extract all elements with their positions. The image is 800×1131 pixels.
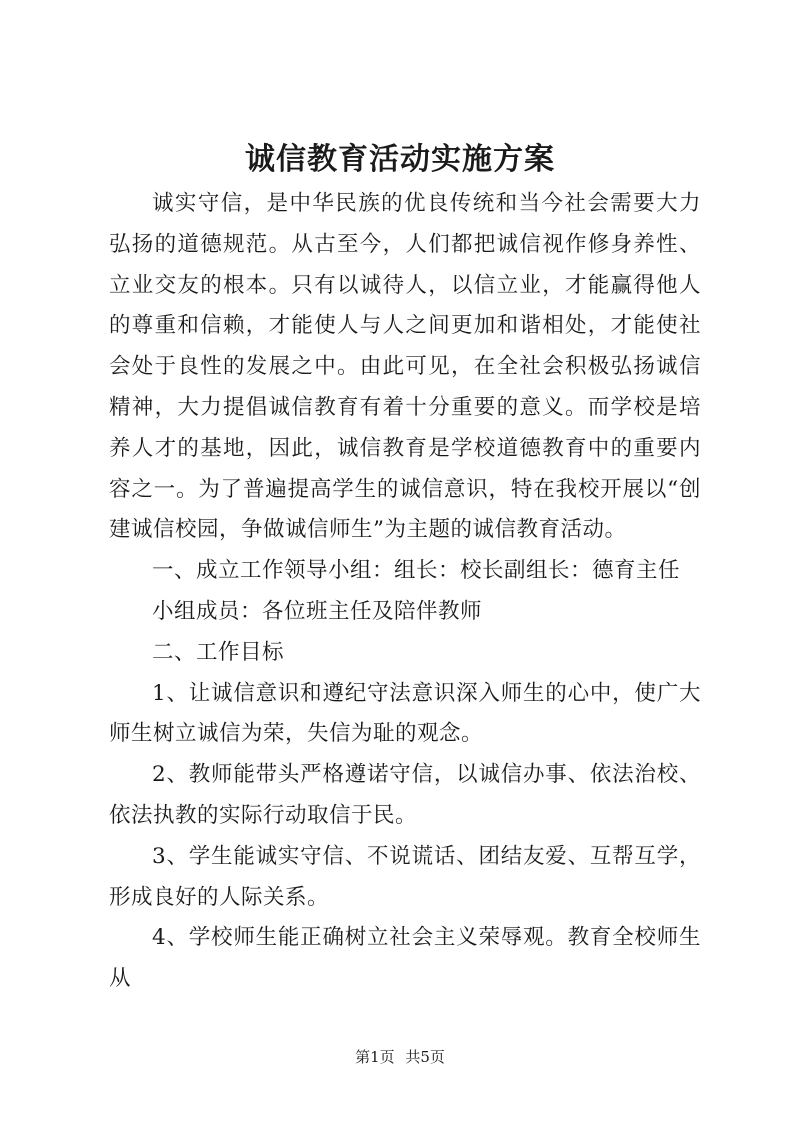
page-number: 第1页 [355, 1048, 395, 1066]
goal-item-1: 1、让诚信意识和遵纪守法意识深入师生的心中，使广大师生树立诚信为荣，失信为耻的观念。 [109, 680, 701, 747]
goal-item-3: 3、学生能诚实守信、不说谎话、团结友爱、互帮互学，形成良好的人际关系。 [109, 843, 701, 910]
group-members-paragraph: 小组成员：各位班主任及陪伴教师 [152, 598, 483, 624]
goal-item-4: 4、学校师生能正确树立社会主义荣辱观。教育全校师生从 [109, 925, 701, 992]
document-body [109, 184, 701, 1000]
intro-paragraph: 诚实守信，是中华民族的优良传统和当今社会需要大力弘扬的道德规范。从古至今，人们都把诚信视作修身养性、立业交友的根本。只有以诚待人，以信立业，才能赢得他人的尊重和信赖，才能使人与人之间更加和谐相处，才能使社会处于良性的发展之中。由此可见，在全社会积极弘扬诚信精神，大力提倡诚信教育有着十分重要的意义。而学校是培养人才的基地，因此，诚信教育是学校道德教育中的重要内容之一。为了普遍提高学生的诚信意识，特在我校开展以“创建诚信校园，争做诚信师生”为主题的诚信教育活动。 [109, 191, 701, 543]
goal-item-2: 2、教师能带头严格遵诺守信，以诚信办事、依法治校、依法执教的实际行动取信于民。 [109, 762, 701, 828]
page-total: 共5页 [405, 1048, 445, 1066]
page-footer [0, 1046, 800, 1068]
section-heading-goals: 二、工作目标 [152, 639, 285, 665]
leadership-group-paragraph: 一、成立工作领导小组：组长：校长副组长：德育主任 [152, 558, 681, 584]
document-title: 诚信教育活动实施方案 [245, 142, 555, 177]
